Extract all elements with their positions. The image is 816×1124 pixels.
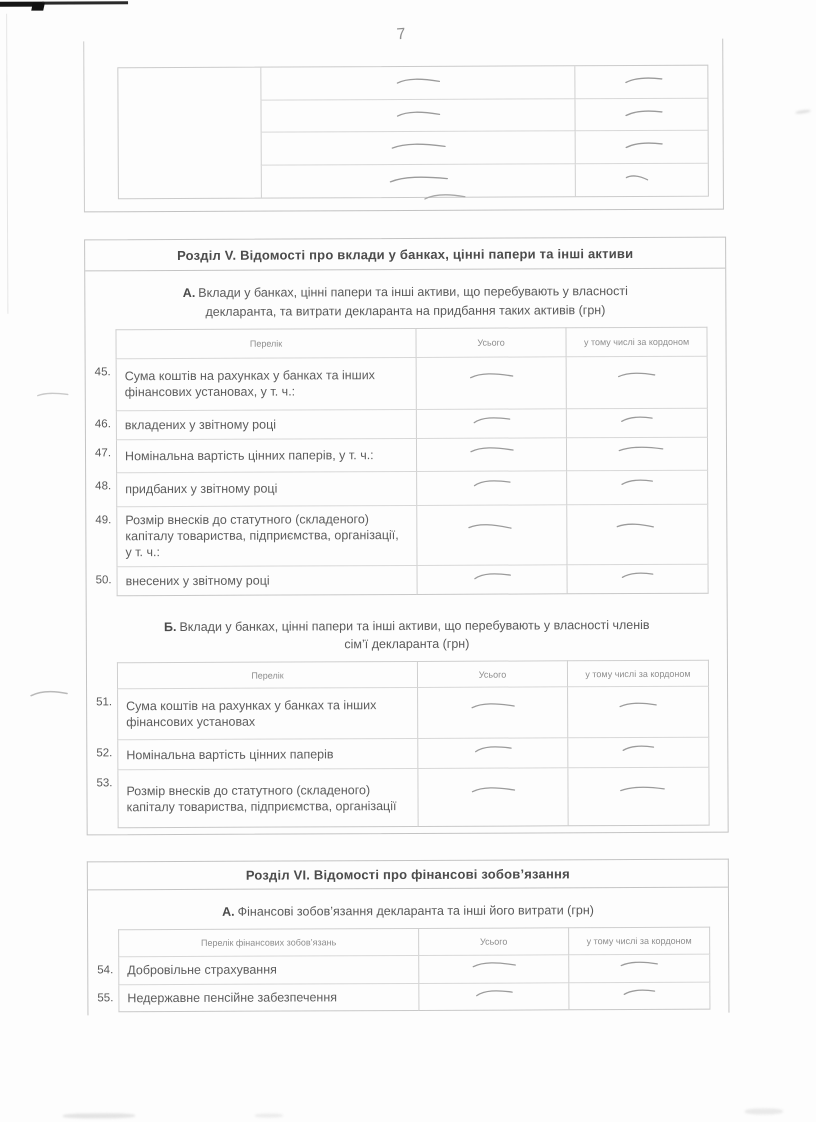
handwritten-dash-mark bbox=[471, 960, 517, 970]
handwritten-dash-mark bbox=[618, 700, 658, 710]
row-label: Сума коштів на рахунках у банках та інших фінансових установах, у т. ч.: bbox=[116, 357, 416, 410]
table-row bbox=[87, 738, 727, 771]
handwritten-dash-mark bbox=[620, 569, 655, 581]
row-label: Добровільне страхування bbox=[118, 956, 418, 985]
value-cell-total bbox=[416, 357, 566, 410]
value-cell-total bbox=[417, 687, 567, 739]
part-letter: А. bbox=[222, 904, 235, 919]
handwritten-dash-mark bbox=[472, 413, 512, 425]
table-row bbox=[86, 504, 726, 567]
handwritten-dash-mark bbox=[615, 520, 655, 532]
table-header-row bbox=[87, 660, 727, 690]
handwritten-dash-mark bbox=[618, 783, 666, 793]
row-number: 55. bbox=[97, 992, 114, 1005]
table-header-row bbox=[88, 926, 728, 957]
value-cell-total bbox=[418, 983, 568, 1011]
row-number: 46. bbox=[94, 417, 111, 430]
scan-corner-artifact bbox=[42, 1, 128, 4]
table-header-row bbox=[85, 326, 725, 359]
page-number: 7 bbox=[396, 25, 407, 44]
value-cell-abroad bbox=[566, 470, 708, 505]
column-header-abroad: у тому числі за кордоном bbox=[568, 926, 710, 955]
top-continuation-box bbox=[83, 39, 724, 213]
handwritten-dash-mark bbox=[389, 141, 447, 151]
value-cell-total bbox=[417, 768, 567, 827]
value-cell-total bbox=[418, 955, 568, 984]
scan-smudge bbox=[63, 1113, 135, 1118]
merged-empty-cell bbox=[118, 68, 261, 199]
value-cell-total bbox=[416, 409, 566, 439]
table-row bbox=[87, 768, 727, 829]
value-cell-abroad bbox=[575, 163, 708, 196]
row-number: 54. bbox=[97, 964, 114, 977]
handwritten-dash-mark bbox=[474, 987, 514, 999]
handwritten-dash-mark bbox=[395, 76, 441, 86]
value-cell-total bbox=[261, 164, 575, 198]
part-title-text: Вклади у банках, цінні папери та інші активи, що перебувають у власності декларанта, та витрати декларанта на придбання таких активів (грн) bbox=[198, 284, 628, 319]
part-title-text: Фінансові зобов’язання декларанта та інші його витрати (грн) bbox=[237, 903, 594, 919]
value-cell-total bbox=[261, 131, 575, 165]
handwritten-dash-mark bbox=[473, 743, 513, 755]
row-number: 48. bbox=[95, 479, 112, 492]
section-vi-box bbox=[87, 859, 730, 1016]
handwritten-dash-mark bbox=[468, 370, 514, 380]
table-row bbox=[87, 564, 727, 596]
row-number: 45. bbox=[94, 365, 111, 378]
handwritten-dash-mark bbox=[468, 445, 514, 455]
handwritten-dash-mark bbox=[387, 173, 450, 185]
handwritten-dash-mark bbox=[36, 389, 70, 399]
value-cell-abroad bbox=[574, 98, 707, 131]
handwritten-dash-mark bbox=[470, 701, 516, 711]
section-vi-header bbox=[88, 860, 728, 891]
column-header-list: Перелік фінансових зобов’язань bbox=[118, 928, 418, 957]
row-number-gutter bbox=[88, 929, 118, 957]
value-cell-abroad bbox=[575, 131, 708, 164]
row-number: 47. bbox=[94, 446, 112, 459]
value-cell-abroad bbox=[567, 687, 709, 739]
row-label: Розмір внесків до статутного (складеного) капіталу товариства, підприємства, організації bbox=[117, 769, 417, 828]
section-vi-part-a-subtitle bbox=[155, 901, 660, 922]
row-number: 51. bbox=[96, 696, 113, 709]
part-title-text: Вклади у банках, цінні папери та інші активи, що перебувають у власності членів сім’ї декларанта (грн) bbox=[179, 617, 650, 652]
scan-smudge bbox=[795, 109, 810, 114]
handwritten-dash-mark bbox=[624, 107, 665, 119]
table-row bbox=[86, 437, 726, 473]
column-header-total: Усього bbox=[418, 927, 568, 956]
handwritten-dash-mark bbox=[624, 139, 665, 151]
row-number: 53. bbox=[96, 777, 113, 790]
column-header-total: Усього bbox=[415, 327, 565, 358]
table-deposits-declarant bbox=[85, 326, 726, 596]
row-label: Сума коштів на рахунках у банках та інших фінансових установах bbox=[117, 688, 417, 740]
handwritten-dash-mark bbox=[621, 742, 656, 754]
table-row bbox=[86, 356, 726, 411]
section-v-box bbox=[84, 237, 729, 836]
handwritten-dash-mark bbox=[617, 370, 657, 380]
column-header-list: Перелік bbox=[115, 327, 415, 358]
part-letter: Б. bbox=[163, 619, 177, 634]
table-row bbox=[88, 982, 728, 1012]
paper-edge-line bbox=[6, 14, 8, 314]
row-label: Розмір внесків до статутного (складеного) капіталу товариства, підприємства, організації, у т. ч.: bbox=[116, 505, 416, 566]
section-vi-title: Розділ VI. Відомості про фінансові зобов’язання bbox=[245, 866, 570, 883]
row-number: 52. bbox=[96, 747, 113, 760]
row-number-gutter bbox=[85, 329, 115, 359]
value-cell-total bbox=[417, 738, 567, 769]
handwritten-dash-mark bbox=[395, 109, 441, 119]
value-cell-abroad bbox=[567, 564, 709, 594]
section-v-part-b-subtitle bbox=[154, 615, 659, 655]
handwritten-dash-mark bbox=[620, 413, 655, 425]
section-v-title: Розділ V. Відомості про вклади у банках, цінні папери та інші активи bbox=[177, 245, 634, 263]
table-row bbox=[87, 687, 727, 741]
table-row bbox=[86, 408, 726, 440]
value-cell-total bbox=[416, 438, 566, 472]
handwritten-dash-mark bbox=[619, 959, 659, 969]
column-header-list: Перелік bbox=[117, 661, 417, 689]
handwritten-dash-mark bbox=[624, 74, 665, 86]
row-label: вкладених у звітному році bbox=[116, 409, 416, 439]
scan-smudge bbox=[745, 1108, 783, 1114]
scan-corner-artifact bbox=[31, 3, 45, 11]
handwritten-dash-mark bbox=[617, 444, 665, 454]
value-cell-abroad bbox=[568, 982, 710, 1010]
row-number-gutter bbox=[87, 662, 117, 689]
section-v-part-a-subtitle bbox=[153, 282, 658, 322]
value-cell-abroad bbox=[566, 437, 708, 471]
row-number: 49. bbox=[95, 513, 112, 526]
top-continuation-table bbox=[117, 65, 709, 200]
scan-smudge bbox=[255, 1114, 283, 1118]
row-label: Номінальна вартість цінних паперів, у т. ч.: bbox=[116, 438, 416, 472]
value-cell-abroad bbox=[567, 738, 709, 769]
handwritten-dash-mark bbox=[622, 986, 657, 998]
value-cell-total bbox=[260, 66, 574, 100]
value-cell-abroad bbox=[566, 504, 708, 565]
part-letter: А. bbox=[182, 285, 196, 300]
value-cell-total bbox=[417, 565, 567, 595]
value-cell-abroad bbox=[568, 954, 710, 983]
handwritten-dash-mark bbox=[423, 191, 467, 203]
value-cell-abroad bbox=[566, 408, 708, 438]
table-deposits-family bbox=[87, 660, 728, 829]
row-label: придбаних у звітному році bbox=[116, 471, 416, 506]
table-row bbox=[88, 954, 728, 985]
table-financial-obligations bbox=[88, 926, 728, 1012]
handwritten-dash-mark bbox=[29, 687, 69, 699]
handwritten-dash-mark bbox=[470, 784, 516, 794]
handwritten-dash-mark bbox=[472, 477, 512, 489]
value-cell-abroad bbox=[567, 768, 709, 827]
column-header-total: Усього bbox=[417, 660, 567, 688]
table-row bbox=[86, 470, 726, 507]
value-cell-abroad bbox=[566, 356, 708, 409]
column-header-abroad: у тому числі за кордоном bbox=[567, 660, 709, 688]
handwritten-dash-mark bbox=[472, 569, 512, 581]
value-cell-total bbox=[416, 505, 566, 566]
handwritten-dash-mark bbox=[625, 171, 649, 185]
row-label: Номінальна вартість цінних паперів bbox=[117, 739, 417, 770]
value-cell-total bbox=[260, 99, 574, 133]
column-header-abroad: у тому числі за кордоном bbox=[565, 326, 707, 357]
row-label: внесених у звітному році bbox=[117, 565, 417, 595]
handwritten-dash-mark bbox=[466, 520, 512, 532]
value-cell-total bbox=[416, 471, 566, 506]
value-cell-abroad bbox=[574, 66, 707, 99]
row-label: Недержавне пенсійне забезпечення bbox=[118, 984, 418, 1012]
row-number: 50. bbox=[95, 573, 112, 586]
handwritten-dash-mark bbox=[620, 476, 655, 488]
section-v-header bbox=[85, 238, 725, 272]
